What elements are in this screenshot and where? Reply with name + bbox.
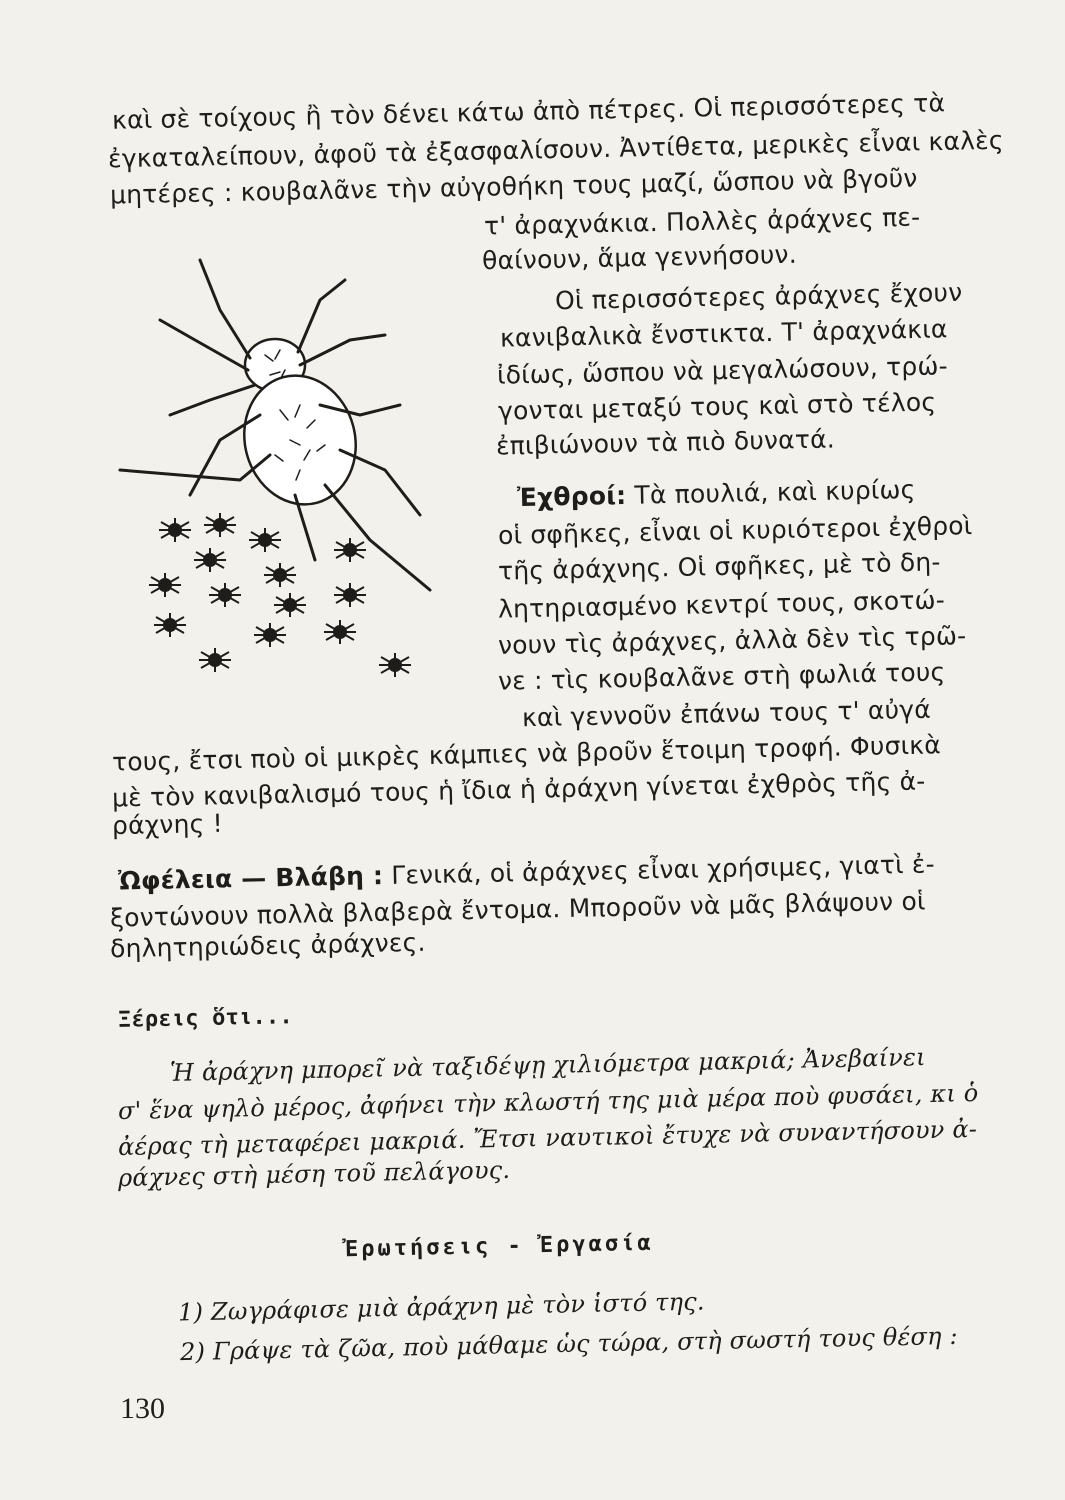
did-you-know-line: Ἡ ἀράχνη μπορεῖ νὰ ταξιδέψῃ χιλιόμετρα μακριά; Ἀνεβαίνει: [169, 1043, 926, 1087]
enemies-line: τῆς ἀράχνης. Οἱ σφῆκες, μὲ τὸ δη-: [497, 547, 941, 586]
enemies-line: καὶ γεννοῦν ἐπάνω τους τ' αὐγά: [521, 694, 932, 733]
paragraph1-line: θαίνουν, ἅμα γεννήσουν.: [481, 239, 798, 276]
enemies-first-line-text: Τὰ πουλιά, καὶ κυρίως: [626, 474, 916, 510]
enemies-line: ράχνης !: [111, 808, 224, 841]
questions-heading: Ἐρωτήσεις - Ἐργασία: [344, 1230, 654, 1263]
paragraph2-line: κανιβαλικὰ ἔνστικτα. Τ' ἀραχνάκια: [499, 314, 948, 353]
enemies-label: Ἐχθροί:: [516, 480, 627, 513]
paragraph1-line: καὶ σὲ τοίχους ἢ τὸν δένει κάτω ἀπὸ πέτρες. Οἱ περισσότερες τὰ: [111, 88, 946, 135]
did-you-know-line: ἀέρας τὴ μεταφέρει μακριά. Ἔτσι ναυτικοὶ ἔτυχε νὰ συναντήσουν ἀ-: [117, 1115, 978, 1161]
question-item: 2) Γράψε τὰ ζῶα, ποὺ μάθαμε ὡς τώρα, στὴ σωστή τους θέση :: [179, 1321, 959, 1367]
enemies-line: μὲ τὸν κανιβαλισμό τους ἡ ἴδια ἡ ἀράχνη γίνεται ἐχθρὸς τῆς ἀ-: [111, 766, 926, 813]
page-number: 130: [120, 1392, 165, 1425]
spider-illustration: [100, 240, 480, 690]
enemies-line: νε : τὶς κουβαλᾶνε στὴ φωλιά τους: [497, 657, 946, 696]
paragraph1-line: τ' ἀραχνάκια. Πολλὲς ἀράχνες πε-: [483, 202, 921, 241]
question-item: 1) Ζωγράφισε μιὰ ἀράχνη μὲ τὸν ἱστό της.: [177, 1287, 705, 1327]
benefit-label: Ὠφέλεια — Βλάβη :: [117, 861, 384, 896]
benefit-line: ξοντώνουν πολλὰ βλαβερὰ ἔντομα. Μποροῦν νὰ μᾶς βλάψουν οἱ: [109, 886, 926, 933]
paragraph1-line: μητέρες : κουβαλᾶνε τὴν αὐγοθήκη τους μαζί, ὥσπου νὰ βγοῦν: [109, 163, 918, 210]
enemies-line: οἱ σφῆκες, εἶναι οἱ κυριότεροι ἐχθροὶ: [497, 511, 973, 550]
paragraph2-line: ἐπιβιώνουν τὰ πιὸ δυνατά.: [495, 424, 836, 461]
paragraph2-line: Οἱ περισσότερες ἀράχνες ἔχουν: [554, 277, 963, 316]
did-you-know-line: σ' ἕνα ψηλὸ μέρος, ἀφήνει τὴν κλωστή της μιὰ μέρα ποὺ φυσάει, κι ὁ: [117, 1078, 979, 1126]
enemies-first-line: [517, 473, 916, 515]
did-you-know-line: ράχνες στὴ μέση τοῦ πελάγους.: [117, 1155, 511, 1193]
benefit-line: δηλητηριώδεις ἀράχνες.: [109, 927, 426, 964]
enemies-line: νουν τὶς ἀράχνες, ἀλλὰ δὲν τὶς τρῶ-: [497, 621, 967, 660]
benefit-first-line-text: Γενικά, οἱ ἀράχνες εἶναι χρήσιμες, γιατὶ ἐ-: [382, 849, 936, 890]
paragraph2-line: γονται μεταξύ τους καὶ στὸ τέλος: [497, 387, 937, 426]
paragraph2-line: ἰδίως, ὥσπου νὰ μεγαλώσουν, τρώ-: [496, 351, 949, 390]
baby-spiders: [149, 513, 411, 677]
did-you-know-heading: Ξέρεις ὅτι...: [117, 1004, 294, 1033]
enemies-line: λητηριασμένο κεντρί τους, σκοτώ-: [497, 585, 946, 624]
paragraph1-line: ἐγκαταλείπουν, ἀφοῦ τὰ ἐξασφαλίσουν. Ἀντίθετα, μερικὲς εἶναι καλὲς: [107, 125, 1004, 174]
enemies-line: τους, ἔτσι ποὺ οἱ μικρὲς κάμπιες νὰ βροῦν ἕτοιμη τροφή. Φυσικὰ: [111, 730, 942, 777]
